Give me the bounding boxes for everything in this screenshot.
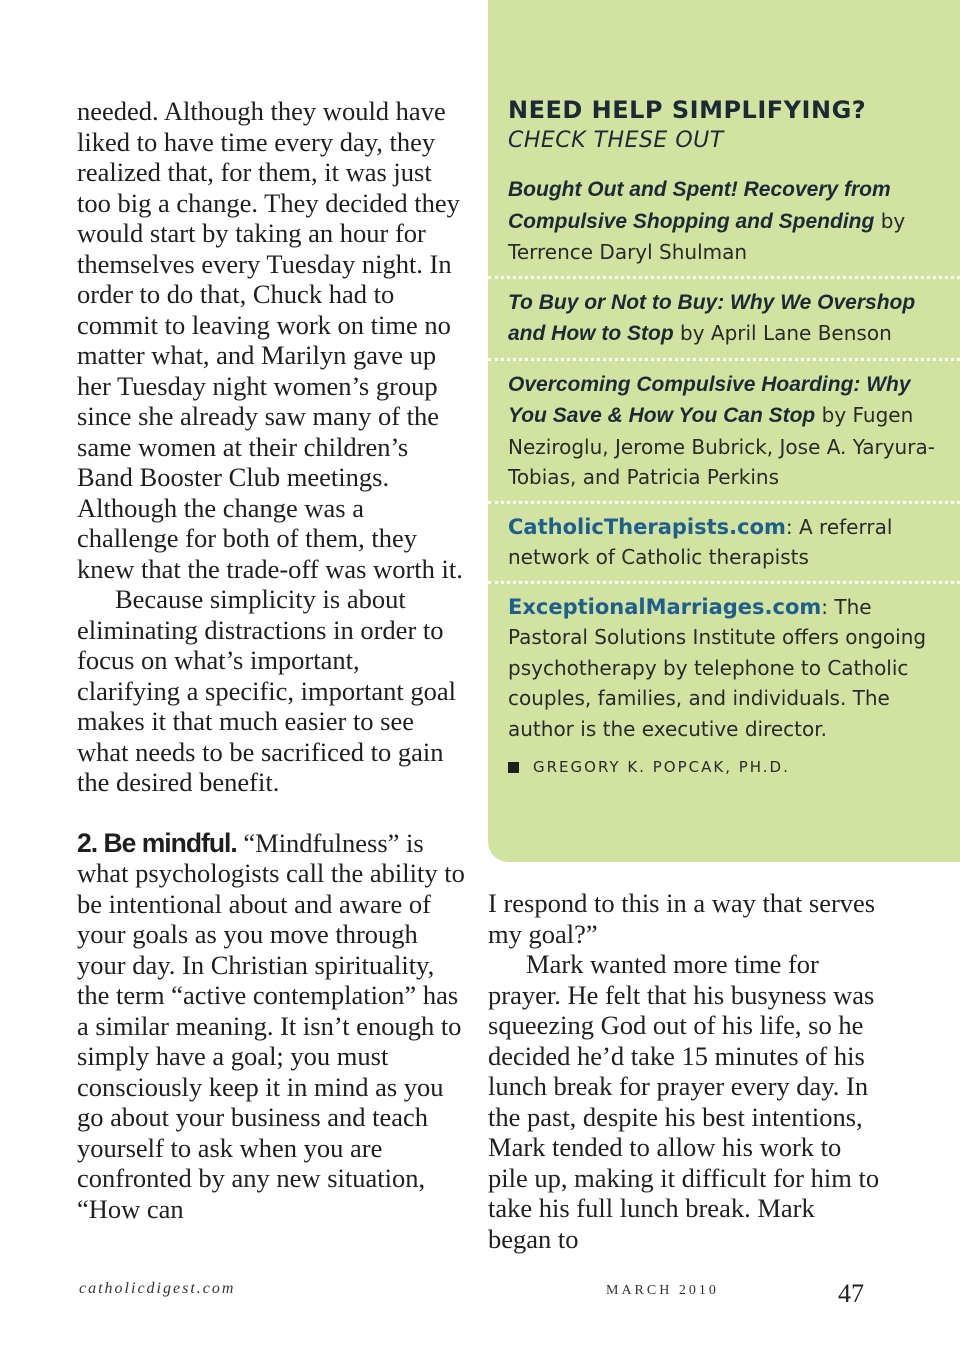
body-paragraph: I respond to this in a way that serves my goal?”	[488, 888, 876, 949]
book-title: To Buy or Not to Buy: Why We Overshop and How to Stop	[508, 290, 916, 345]
body-paragraph: needed. Although they would have liked to have time every day, they realized that, for them, it was just too big a change. They decided they would start by taking an hour for themselves every Tuesday night. In order to do that, Chuck had to commit to leaving work on time no matter what, and Marilyn gave up her Tuesday night women’s group since she already saw many of the same women at their children’s Band Booster Club meetings. Although the change was a challenge for both of them, they knew that the trade-off was worth it.	[77, 96, 463, 584]
resource-item	[508, 588, 946, 753]
book-author: by April Lane Benson	[673, 321, 892, 345]
body-paragraph: Because simplicity is about eliminating distractions in order to focus on what’s important, clarifying a specific, important goal makes it that much easier to see what needs to be sacrificed to gain the desired benefit.	[77, 584, 456, 797]
body-paragraph: Mark wanted more time for prayer. He felt that his busyness was squeezing God out of his life, so he decided he’d take 15 minutes of his lunch break for prayer every day. In the past, despite his best intentions, Mark tended to allow his work to pile up, making it difficult for him to take his full lunch break. Mark began to	[488, 949, 880, 1254]
sidebar-title: NEED HELP SIMPLIFYING?	[508, 96, 867, 124]
footer-website: catholicdigest.com	[79, 1280, 236, 1297]
resources-sidebar	[488, 0, 960, 862]
sidebar-subtitle: CHECK THESE OUT	[508, 128, 724, 153]
website-link[interactable]: ExceptionalMarriages.com	[508, 594, 822, 619]
square-bullet-icon	[508, 762, 519, 773]
resource-item	[508, 170, 946, 276]
website-link[interactable]: CatholicTherapists.com	[508, 514, 786, 539]
resource-item	[508, 508, 946, 581]
dotted-divider	[488, 501, 960, 504]
author-name: GREGORY K. POPCAK, PH.D.	[533, 758, 790, 776]
dotted-divider	[488, 581, 960, 584]
section-heading: 2. Be mindful.	[77, 827, 237, 858]
book-author: by Fugen Neziroglu, Jerome Bubrick, Jose A. Yaryura-Tobias, and Patricia Perkins	[508, 403, 935, 489]
body-paragraph	[77, 828, 469, 1225]
resource-item	[508, 365, 946, 501]
book-title: Overcoming Compulsive Hoarding: Why You Save & How You Can Stop	[508, 372, 911, 427]
author-signature	[508, 758, 946, 776]
body-text: “Mindfulness” is what psychologists call the ability to be intentional about and aware of your goals as you move through your day. In Christian spirituality, the term “active contemplation” has a similar meaning. It isn’t enough to simply have a goal; you must consciously keep it in mind as you go about your business and teach yourself to ask when you are confronted by any new situation, “How can	[77, 827, 465, 1224]
page-number: 47	[838, 1279, 864, 1308]
website-description: : The Pastoral Solutions Institute offers ongoing psychotherapy by telephone to Catholic couples, families, and individuals. The author is the executive director.	[508, 594, 927, 741]
book-author: by Terrence Daryl Shulman	[508, 208, 906, 264]
left-column	[77, 96, 469, 1224]
website-description: : A referral network of Catholic therapists	[508, 514, 893, 569]
resource-item	[508, 283, 946, 358]
footer-date: MARCH 2010	[606, 1283, 719, 1298]
book-title: Bought Out and Spent! Recovery from Compulsive Shopping and Spending	[508, 178, 891, 233]
dotted-divider	[488, 276, 960, 279]
dotted-divider	[488, 358, 960, 361]
right-column	[488, 888, 880, 1254]
